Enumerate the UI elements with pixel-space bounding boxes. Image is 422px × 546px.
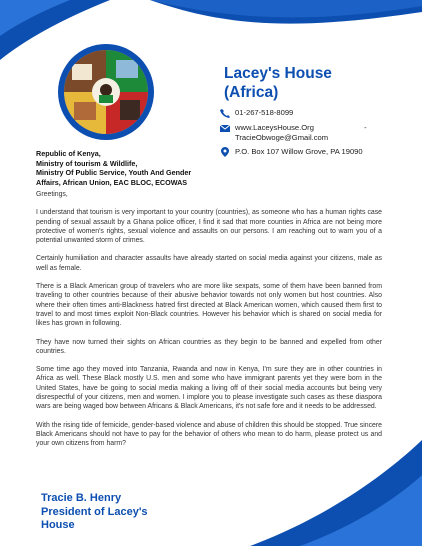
phone-row bbox=[219, 108, 367, 118]
email-link[interactable]: TracieObwoge@Gmail.com bbox=[235, 132, 329, 142]
title-line-1: Lacey's House bbox=[224, 65, 332, 82]
organization-title bbox=[224, 64, 332, 102]
signature-block bbox=[41, 492, 148, 533]
recipient-address bbox=[36, 149, 191, 187]
paragraph-4: They have now turned their sights on African countries as they begin to be banned and expelled from other countries. bbox=[36, 338, 382, 355]
postal-address: P.O. Box 107 Willow Grove, PA 19090 bbox=[235, 147, 363, 156]
signature-name: Tracie B. Henry bbox=[41, 492, 122, 504]
letter-body bbox=[36, 190, 382, 458]
recipient-line-2: Ministry of tourism & Wildlife, bbox=[36, 158, 138, 168]
recipient-line-3: Ministry Of Public Service, Youth And Gender bbox=[36, 168, 192, 178]
paragraph-3: There is a Black American group of travelers who are more like sexpats, some of them have been banned from traveling to other countries because of their abusive behavior towards not only women but host countries. Also where their often times anti-Blackness hatred first directed at Black American women, which caused them first to travel to and most times exploit Non-Black countries. However his behavior which is shared on social media for likes has grown in following. bbox=[36, 283, 382, 328]
recipient-line-1: Republic of Kenya, bbox=[36, 149, 101, 158]
paragraph-1: I understand that tourism is very important to your country (countries), as someone who has a human rights case pending of sexual assault by a Ghana police officer, I find it sad that more counties in Africa are not being more protective of women's rights, sexual violence and assaults on our persons. I am reaching out to warn you of a potential unwanted storm of crimes. bbox=[36, 209, 382, 245]
signature-title-line-2: House bbox=[41, 519, 75, 531]
website-link[interactable]: www.LaceysHouse.Org bbox=[235, 123, 314, 132]
greeting: Greetings, bbox=[36, 191, 68, 198]
title-line-2: (Africa) bbox=[224, 84, 279, 101]
web-email-row bbox=[219, 123, 367, 142]
address-row bbox=[219, 147, 367, 157]
separator-dash: - bbox=[364, 123, 367, 132]
phone-icon bbox=[219, 108, 231, 118]
mail-icon bbox=[219, 123, 231, 133]
contact-block bbox=[219, 108, 367, 162]
paragraph-6: With the rising tide of femicide, gender-based violence and abuse of children this should be stopped. True sincere Black Americans should not have to pay for the behavior of others who mean to do harm, please protect us and your own citizens from harm? bbox=[36, 421, 382, 448]
location-pin-icon bbox=[219, 147, 231, 157]
recipient-line-4: Affairs, African Union, EAC BLOC, ECOWAS bbox=[36, 177, 188, 187]
signature-title-line-1: President of Lacey's bbox=[41, 505, 148, 518]
paragraph-2: Certainly humiliation and character assaults have already started on social media against your citizens, male as well as female. bbox=[36, 255, 382, 272]
paragraph-5: Some time ago they moved into Tanzania, Rwanda and now in Kenya, I'm sure they are in other countries in Africa as well. These Black mostly U.S. men and some who have immigrant parents yet they were born in the United States, have be going to social media making a living off of their social media accounts but being very disrespectful of your citizens, men and women. I implore you to please investigate such cases as these diaspora wars are being waged bow between Africans & Black Americans, it's not safe fore and it needs to be addressed. bbox=[36, 366, 382, 411]
phone-number: 01-267-518-8099 bbox=[235, 108, 294, 117]
organization-logo bbox=[58, 44, 154, 140]
